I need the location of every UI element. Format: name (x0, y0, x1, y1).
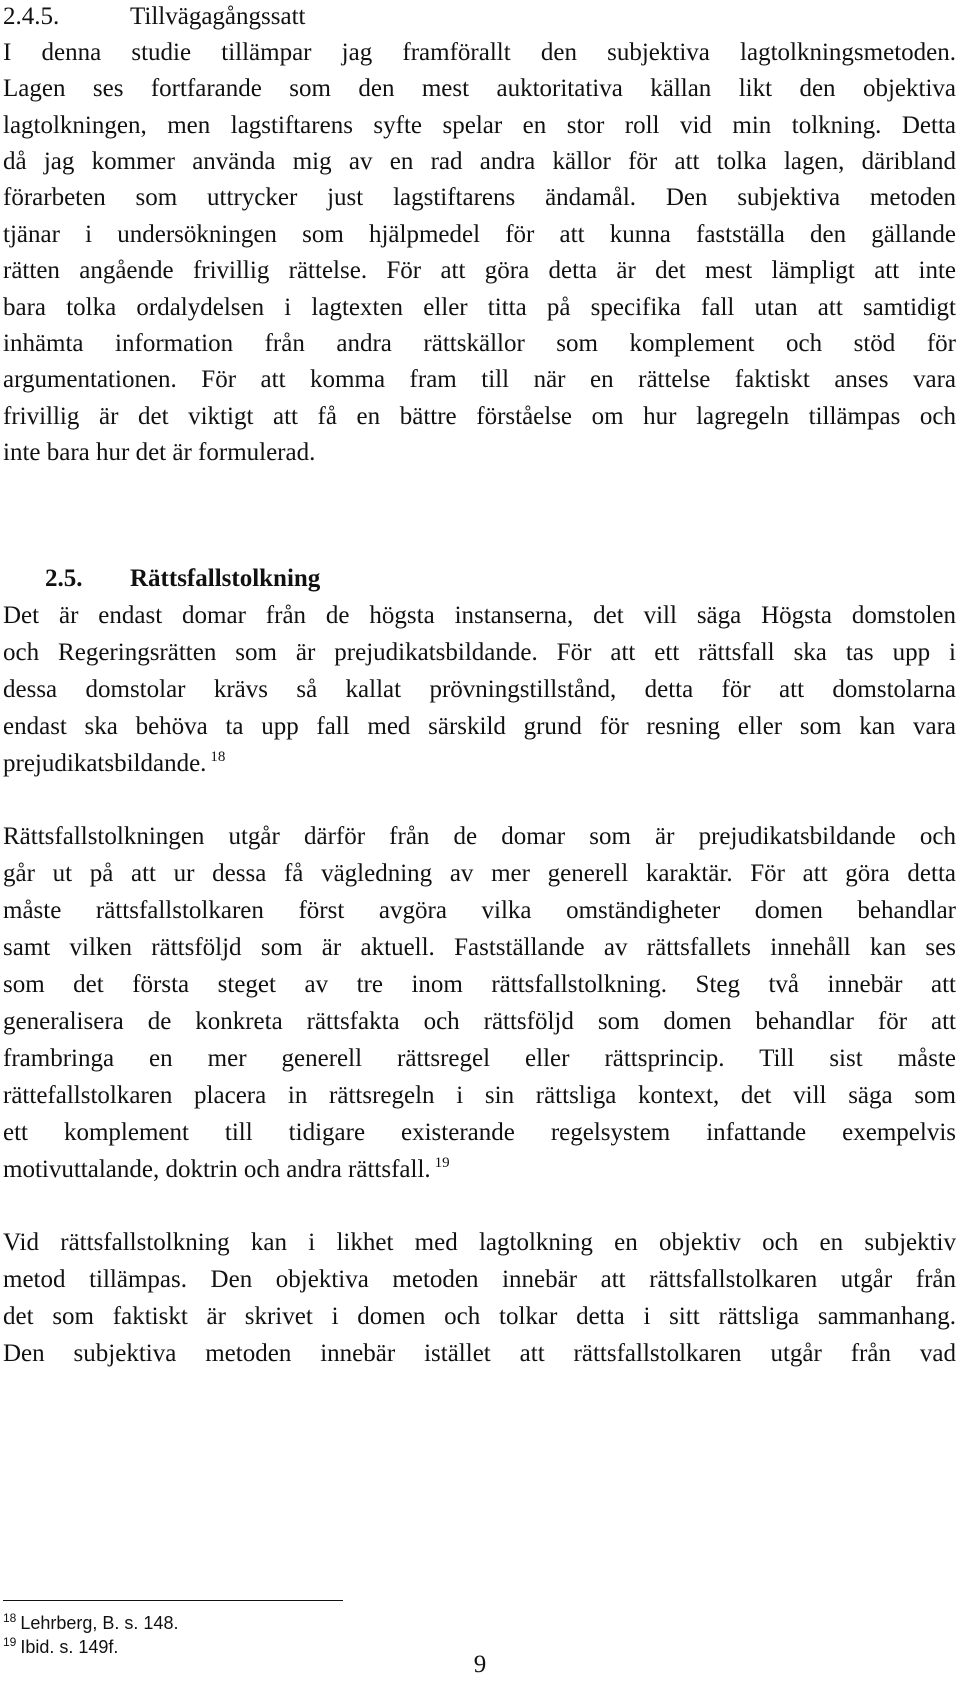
section-number: 2.5. (45, 565, 83, 592)
text-line: ett komplement till tidigare existerande regelsystem infattande exempelvis (3, 1119, 956, 1146)
text-line: lagtolkningen, men lagstiftarens syfte spelar en stor roll vid min tolkning. Detta (3, 112, 956, 139)
text-line: rättefallstolkaren placera in rättsregeln i sin rättsliga kontext, det vill säga som (3, 1082, 956, 1109)
text-line: måste rättsfallstolkaren först avgöra vilka omständigheter domen behandlar (3, 897, 956, 924)
text-line: förarbeten som uttrycker just lagstiftarens ändamål. Den subjektiva metoden (3, 184, 956, 211)
text-line: Det är endast domar från de högsta instanserna, det vill säga Högsta domstolen (3, 602, 956, 629)
text-line: dessa domstolar krävs så kallat prövningstillstånd, detta för att domstolarna (3, 676, 956, 703)
text-line: generalisera de konkreta rättsfakta och rättsföljd som domen behandlar för att (3, 1008, 956, 1035)
text-line: Lagen ses fortfarande som den mest auktoritativa källan likt den objektiva (3, 75, 956, 102)
text-span: motivuttalande, doktrin och andra rättsfall. (3, 1156, 431, 1183)
text-line (3, 1153, 956, 1187)
text-line: endast ska behöva ta upp fall med särskild grund för resning eller som kan vara (3, 713, 956, 740)
text-line: frivillig är det viktigt att få en bättre förståelse om hur lagregeln tillämpas och (3, 403, 956, 430)
text-line: bara tolka ordalydelsen i lagtexten eller titta på specifika fall utan att samtidigt (3, 294, 956, 321)
page-number: 9 (473, 1651, 487, 1678)
footnote-reference[interactable]: 18 (210, 749, 226, 765)
text-line: inhämta information från andra rättskällor som komplement och stöd för (3, 330, 956, 357)
text-line: tjänar i undersökningen som hjälpmedel för att kunna fastställa den gällande (3, 221, 956, 248)
text-line: samt vilken rättsföljd som är aktuell. Fastställande av rättsfallets innehåll kan ses (3, 934, 956, 961)
text-line: och Regeringsrätten som är prejudikatsbildande. För att ett rättsfall ska tas upp i (3, 639, 956, 666)
text-line: I denna studie tillämpar jag framförallt den subjektiva lagtolkningsmetoden. (3, 39, 956, 66)
footnote (3, 1611, 178, 1637)
text-line: Den subjektiva metoden innebär istället att rättsfallstolkaren utgår från vad (3, 1340, 956, 1367)
section-title: Tillvägagångssatt (130, 3, 306, 30)
footnote-number: 19 (3, 1635, 17, 1649)
footnote-text: Lehrberg, B. s. 148. (20, 1613, 179, 1633)
text-line: argumentationen. För att komma fram till när en rättelse faktiskt anses vara (3, 366, 956, 393)
text-line: det som faktiskt är skrivet i domen och tolkar detta i sitt rättsliga sammanhang. (3, 1303, 956, 1330)
text-line: Vid rättsfallstolkning kan i likhet med lagtolkning en objektiv och en subjektiv (3, 1229, 956, 1256)
footnote-reference[interactable]: 19 (434, 1155, 450, 1171)
text-line: metod tillämpas. Den objektiva metoden innebär att rättsfallstolkaren utgår från (3, 1266, 956, 1293)
text-line: frambringa en mer generell rättsregel eller rättsprincip. Till sist måste (3, 1045, 956, 1072)
text-line: rätten angående frivillig rättelse. För att göra detta är det mest lämpligt att inte (3, 257, 956, 284)
text-line: inte bara hur det är formulerad. (3, 439, 316, 466)
section-number: 2.4.5. (3, 3, 60, 30)
footnote-text: Ibid. s. 149f. (20, 1637, 119, 1657)
footnote-separator (3, 1600, 343, 1601)
text-line: går ut på att ur dessa få vägledning av mer generell karaktär. För att göra detta (3, 860, 956, 887)
footnote-number: 18 (3, 1611, 17, 1625)
text-line: som det första steget av tre inom rättsfallstolkning. Steg två innebär att (3, 971, 956, 998)
text-line: då jag kommer använda mig av en rad andra källor för att tolka lagen, däribland (3, 148, 956, 175)
text-span: prejudikatsbildande. (3, 750, 207, 777)
text-line: Rättsfallstolkningen utgår därför från de domar som är prejudikatsbildande och (3, 823, 956, 850)
section-title: Rättsfallstolkning (130, 565, 321, 592)
text-line (3, 747, 956, 781)
